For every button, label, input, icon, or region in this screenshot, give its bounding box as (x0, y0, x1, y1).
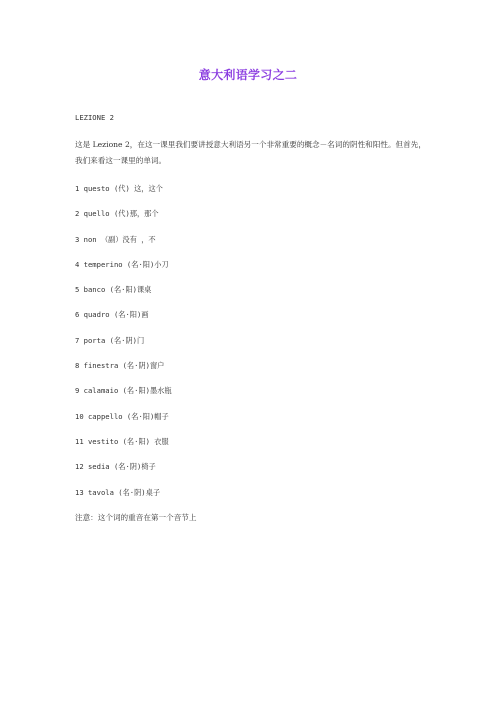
document-body (75, 112, 427, 523)
vocabulary-item: 12 sedia (名·阴)椅子 (75, 462, 156, 472)
vocabulary-item: 8 finestra (名·阴)窗户 (75, 361, 165, 371)
note-paragraph: 注意：这个词的重音在第一个音节上 (75, 512, 197, 522)
vocabulary-item: 6 quadro (名·阳)画 (75, 310, 149, 320)
vocabulary-item: 10 cappello (名·阳)帽子 (75, 411, 169, 421)
vocabulary-item: 5 banco (名·阳)课桌 (75, 285, 152, 295)
vocabulary-item: 7 porta (名·阴)门 (75, 335, 145, 345)
vocabulary-item: 9 calamaio (名·阳)墨水瓶 (75, 386, 172, 396)
vocabulary-item: 11 vestito (名·阳) 衣服 (75, 436, 169, 446)
vocabulary-list (75, 183, 427, 498)
vocabulary-item: 3 non （副）没有 ，不 (75, 234, 156, 244)
document-title: 意大利语学习之二 (198, 68, 298, 82)
lesson-heading: LEZIONE 2 (75, 113, 114, 122)
intro-paragraph: 这是 Lezione 2，在这一课里我们要讲授意大利语另一个非常重要的概念－名词的阴性和阳性。但首先，我们来看这一课里的单词。 (75, 140, 426, 165)
vocabulary-item: 2 quello (代)那，那个 (75, 209, 159, 219)
vocabulary-item: 13 tavola (名·阴)桌子 (75, 487, 161, 497)
vocabulary-item: 4 temperino (名·阳)小刀 (75, 259, 169, 269)
vocabulary-item: 1 questo (代) 这，这个 (75, 184, 163, 193)
